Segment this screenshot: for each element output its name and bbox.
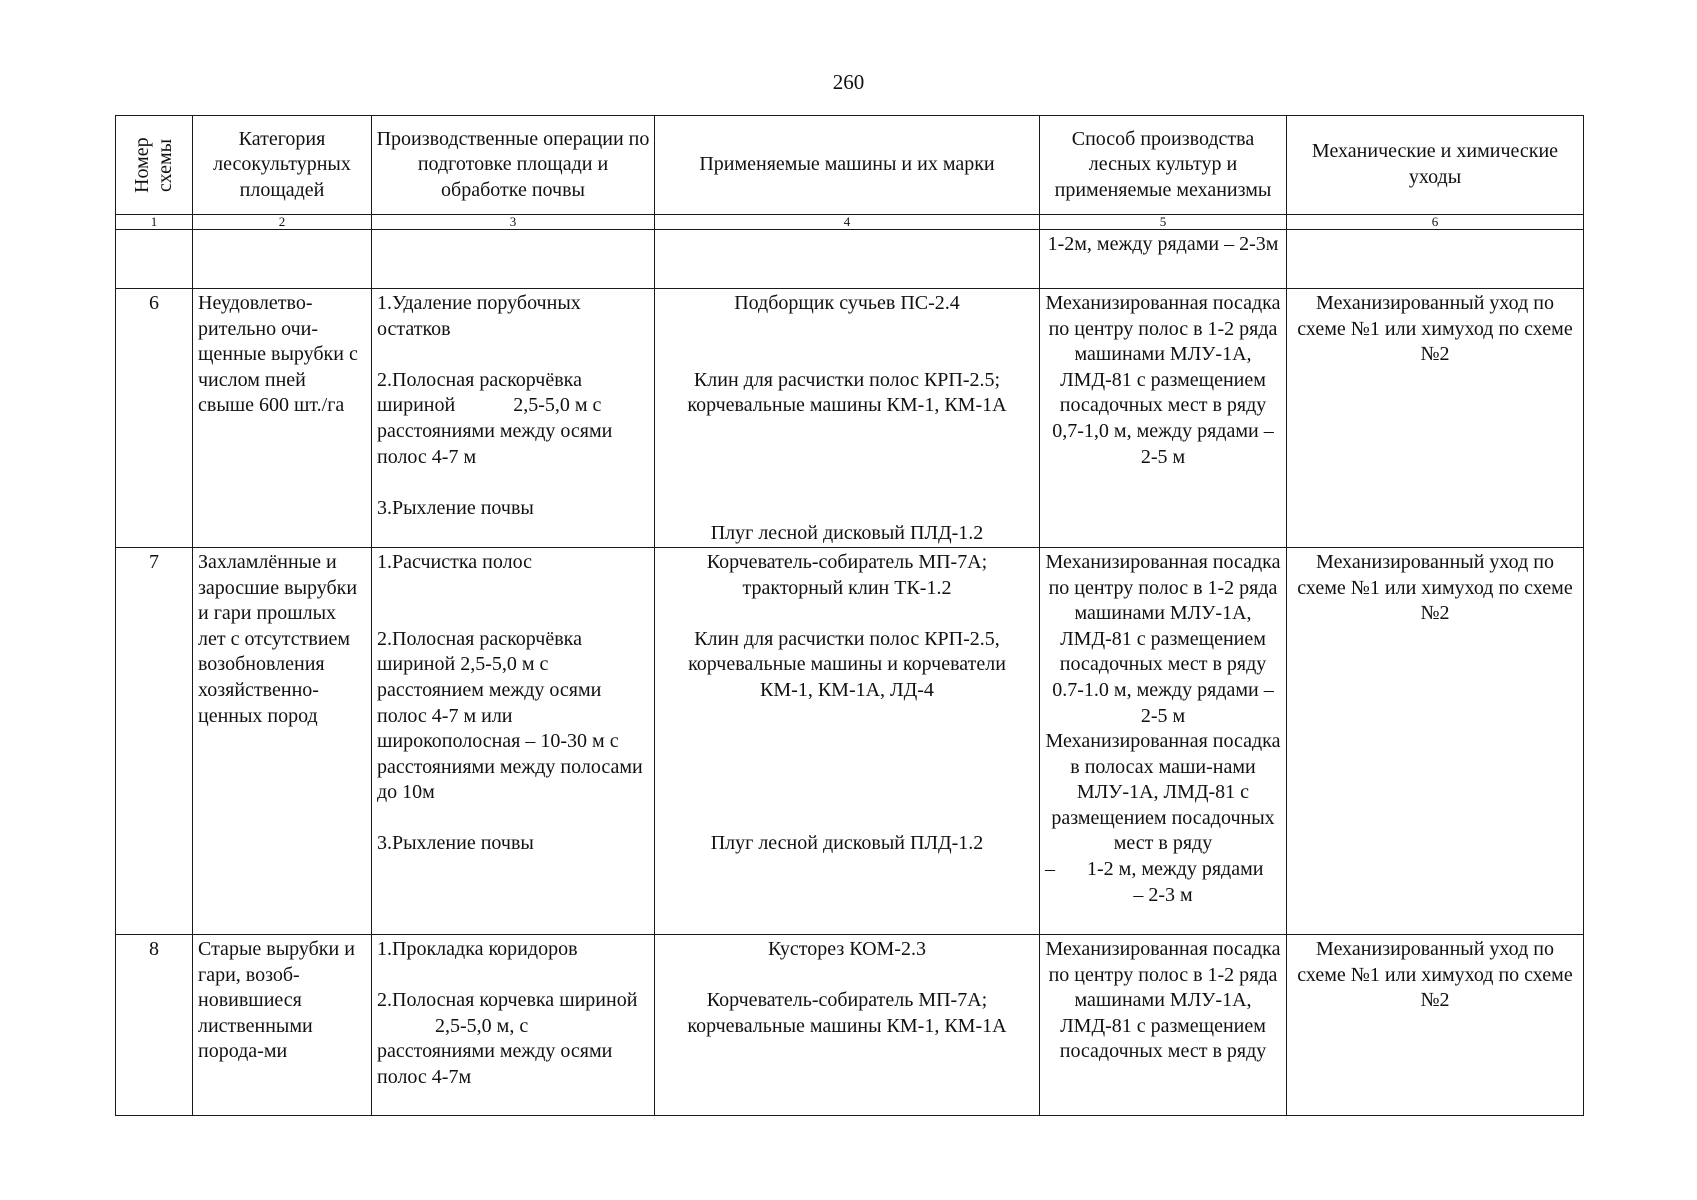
header-operations: Производственные операции по подготовке площади и обработке почвы: [372, 116, 655, 215]
header-method: Способ производства лесных культур и применяемые механизмы: [1040, 116, 1287, 215]
method-dash: –: [1045, 858, 1055, 881]
header-machines: Применяемые машины и их марки: [655, 116, 1040, 215]
table-cell: [655, 230, 1040, 289]
category-cell: Захламлённые и заросшие вырубки и гари прошлых лет с отсутствием возобновления хозяйственно-ценных пород: [193, 547, 372, 934]
care-cell: Механизированный уход по схеме №1 или химуход по схеме №2: [1287, 289, 1584, 548]
operations-text: 1.Удаление порубочных остатков 2.Полосная раскорчёвка шириной: [377, 292, 582, 417]
operations-width-text: 2,5-5,0 м, с: [435, 1014, 529, 1037]
care-cell: Механизированный уход по схеме №1 или химуход по схеме №2: [1287, 934, 1584, 1115]
column-number: 5: [1040, 215, 1287, 230]
method-text-b-rest: 1-2 м, между рядами: [1087, 858, 1264, 881]
method-text-b-end: – 2-3 м: [1133, 883, 1193, 906]
operations-cell: [372, 289, 655, 548]
machines-cell: Кусторез КОМ-2.3 Корчеватель-собиратель МП-7А; корчевальные машины КМ-1, КМ-1А: [655, 934, 1040, 1115]
method-cell: 1-2м, между рядами – 2-3м: [1040, 230, 1287, 289]
header-care: Механические и химические уходы: [1287, 116, 1584, 215]
machines-cell: Подборщик сучьев ПС-2.4 Клин для расчистки полос КРП-2.5; корчевальные машины КМ-1, КМ-1А Плуг лесной дисковый ПЛД-1.2: [655, 289, 1040, 548]
header-scheme-number: [116, 116, 193, 215]
operations-width-text: 2,5-5,0 м с: [513, 394, 602, 417]
care-cell: Механизированный уход по схеме №1 или химуход по схеме №2: [1287, 547, 1584, 934]
method-cell: Механизированная посадка по центру полос в 1-2 ряда машинами МЛУ-1А, ЛМД-81 с размещением посадочных мест в ряду: [1040, 934, 1287, 1115]
header-category: Категория лесокультурных площадей: [193, 116, 372, 215]
page-number: 260: [832, 70, 865, 94]
column-number: 1: [116, 215, 193, 230]
table-cell: [116, 230, 193, 289]
method-text-b: Механизированная посадка в полосах маши-нами МЛУ-1А, ЛМД-81 с размещением посадочных мест в ряду: [1045, 730, 1281, 855]
method-cell: [1040, 547, 1287, 934]
method-text-a: Механизированная посадка по центру полос в 1-2 ряда машинами МЛУ-1А, ЛМД-81 с размещением посадочных мест в ряду 0.7-1.0 м, между рядами – 2-5 м: [1045, 550, 1281, 727]
column-number: 3: [372, 215, 655, 230]
table-row: [116, 934, 1584, 1115]
table-cell: [372, 230, 655, 289]
operations-cell: [372, 934, 655, 1115]
operations-text-rest: расстояниями между осями полос 4-7м: [377, 1040, 618, 1088]
table-row-continuation: [116, 230, 1584, 289]
table-cell: [1287, 230, 1584, 289]
method-cell: Механизированная посадка по центру полос в 1-2 ряда машинами МЛУ-1А, ЛМД-81 с размещением посадочных мест в ряду 0,7-1,0 м, между рядами – 2-5 м: [1040, 289, 1287, 548]
table-cell: [193, 230, 372, 289]
scheme-number-cell: 6: [116, 289, 193, 548]
category-cell: Неудовлетво-рительно очи-щенные вырубки с числом пней свыше 600 шт./га: [193, 289, 372, 548]
operations-text: 1.Прокладка коридоров 2.Полосная корчевка шириной: [377, 937, 638, 1012]
table-row: [116, 289, 1584, 548]
scheme-number-cell: 8: [116, 934, 193, 1115]
column-number-row: [116, 215, 1584, 230]
header-row: [116, 116, 1584, 215]
column-number: 2: [193, 215, 372, 230]
column-number: 4: [655, 215, 1040, 230]
machines-cell: Корчеватель-собиратель МП-7А; тракторный клин ТК-1.2 Клин для расчистки полос КРП-2.5, корчевальные машины и корчеватели КМ-1, КМ-1А, ЛД-4 Плуг лесной дисковый ПЛД-1.2: [655, 547, 1040, 934]
operations-cell: 1.Расчистка полос 2.Полосная раскорчёвка шириной 2,5-5,0 м с расстоянием между осями полос 4-7 м или широкополосная – 10-30 м с расстояниями между полосами до 10м 3.Рыхление почвы: [372, 547, 655, 934]
table-row: [116, 547, 1584, 934]
column-number: 6: [1287, 215, 1584, 230]
category-cell: Старые вырубки и гари, возоб-новившиеся лиственными порода-ми: [193, 934, 372, 1115]
operations-text-rest: расстояниями между осями полос 4-7 м 3.Рыхление почвы: [377, 419, 613, 519]
scheme-number-cell: 7: [116, 547, 193, 934]
header-scheme-number-text: Номер схемы: [131, 137, 176, 193]
forest-culture-schemes-table: [115, 115, 1584, 1116]
